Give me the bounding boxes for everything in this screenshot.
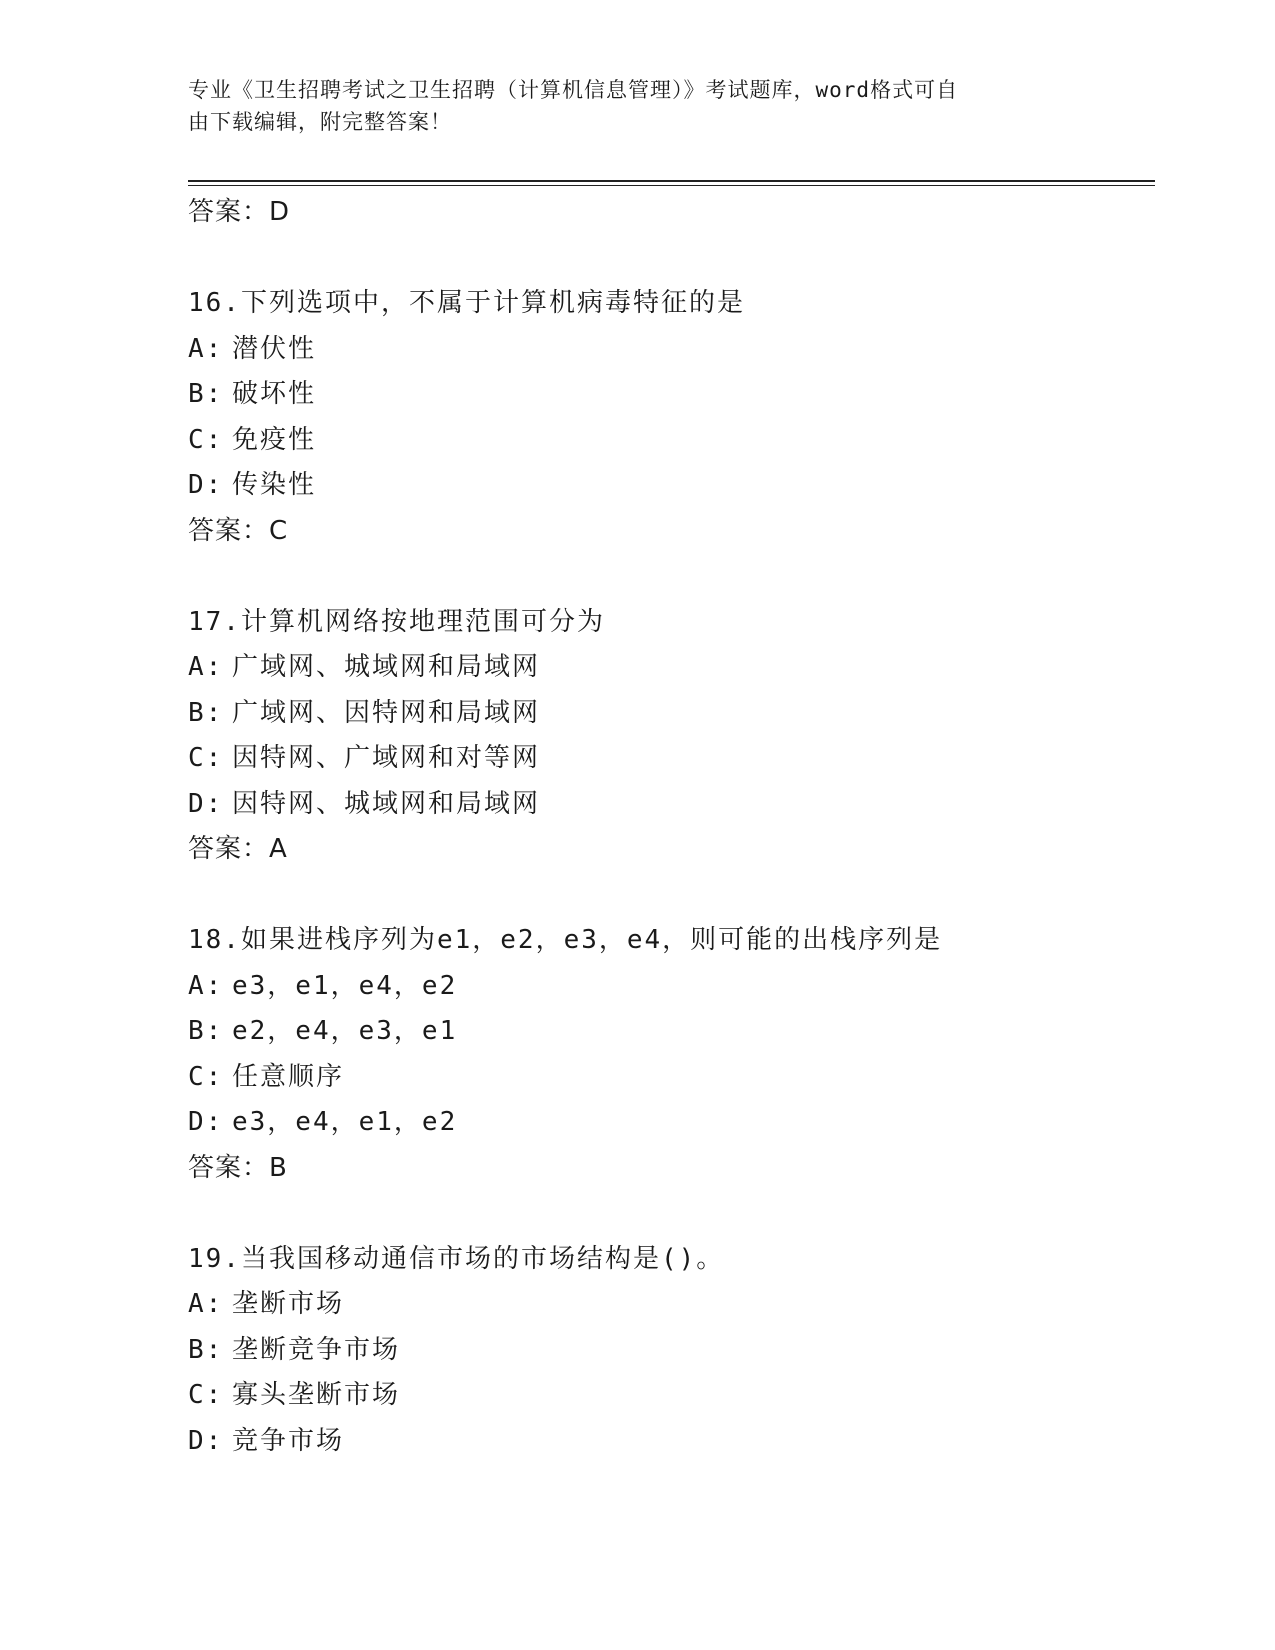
answer-line: 答案：B [188,1152,288,1183]
option-b [188,691,1148,737]
option-d [188,1100,1148,1146]
option-letter: A: [188,1289,224,1319]
question-16 [188,281,1148,554]
option-text: e3，e4，e1，e2 [232,1107,458,1137]
option-text: 竞争市场 [232,1425,345,1456]
option-letter: C: [188,424,224,455]
option-a [188,327,1148,373]
option-letter: D: [188,1107,224,1137]
option-letter: A: [188,333,224,364]
option-letter: C: [188,743,224,773]
option-text: 因特网、广域网和对等网 [232,743,541,773]
option-text: e2，e4，e3，e1 [232,1016,458,1046]
option-b [188,372,1148,418]
question-19 [188,1237,1148,1465]
option-d [188,1419,1148,1465]
answer-line: 答案：A [188,834,288,864]
option-letter: A: [188,970,224,1001]
document-body [188,190,1148,1464]
option-text: 潜伏性 [232,333,317,364]
option-letter: D: [188,470,224,500]
option-text: 垄断竞争市场 [232,1334,401,1365]
option-letter: A: [188,652,224,682]
question-18 [188,918,1148,1191]
option-c [188,1373,1148,1419]
option-a [188,964,1148,1010]
option-letter: C: [188,1380,224,1410]
option-text: 传染性 [232,470,317,500]
option-c [188,418,1148,464]
option-text: 破坏性 [232,379,317,409]
document-header [188,74,1068,138]
option-b [188,1009,1148,1055]
option-text: 因特网、城域网和局域网 [232,788,541,819]
option-letter: B: [188,1016,224,1046]
question-stem: 17.计算机网络按地理范围可分为 [188,606,605,637]
option-text: 免疫性 [232,424,317,455]
option-text: 广域网、因特网和局域网 [232,697,541,728]
option-text: e3，e1，e4，e2 [232,970,458,1001]
option-letter: B: [188,697,224,728]
option-letter: B: [188,379,224,409]
question-17 [188,600,1148,873]
answer-line: 答案：C [188,515,289,546]
option-b [188,1328,1148,1374]
option-letter: D: [188,788,224,819]
answer-line: 答案：D [188,197,291,227]
option-text: 寡头垄断市场 [232,1380,401,1410]
header-line-2: 由下载编辑，附完整答案！ [188,110,452,134]
option-d [188,782,1148,828]
option-letter: D: [188,1425,224,1456]
option-text: 广域网、城域网和局域网 [232,652,541,682]
question-stem: 19.当我国移动通信市场的市场结构是()。 [188,1243,725,1274]
option-c [188,1055,1148,1101]
option-letter: C: [188,1061,224,1092]
option-text: 垄断市场 [232,1289,345,1319]
option-text: 任意顺序 [232,1061,345,1092]
option-a [188,645,1148,691]
question-stem: 18.如果进栈序列为e1，e2，e3，e4，则可能的出栈序列是 [188,925,943,955]
header-divider [188,180,1155,182]
header-divider-thin [188,185,1155,186]
option-c [188,736,1148,782]
option-d [188,463,1148,509]
option-a [188,1282,1148,1328]
option-letter: B: [188,1334,224,1365]
question-stem: 16.下列选项中，不属于计算机病毒特征的是 [188,288,745,318]
header-line-1: 专业《卫生招聘考试之卫生招聘（计算机信息管理）》考试题库，word格式可自 [188,78,959,102]
